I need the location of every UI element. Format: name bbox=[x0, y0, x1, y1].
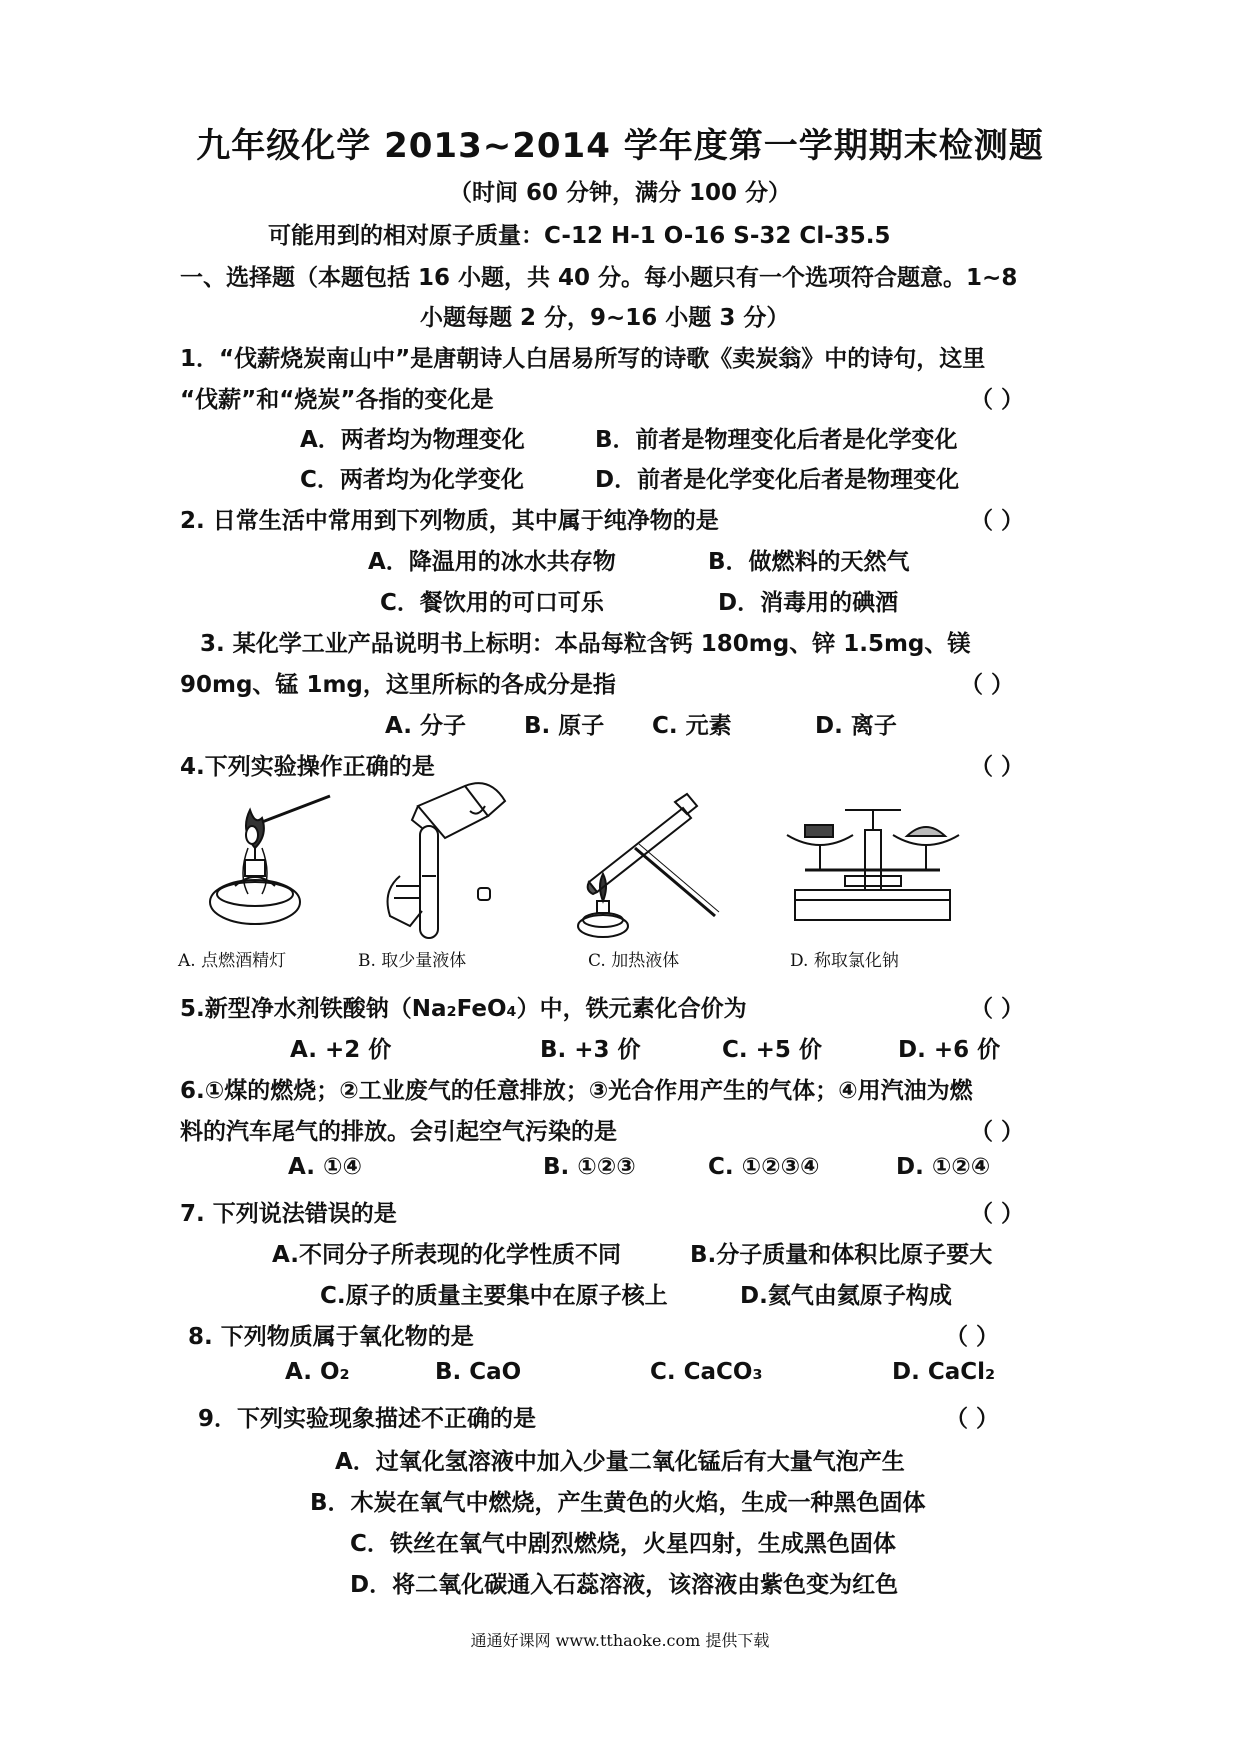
q2-stem: 2. 日常生活中常用到下列物质，其中属于纯净物的是 bbox=[180, 508, 719, 534]
atomic-masses: 可能用到的相对原子质量：C-12 H-1 O-16 S-32 Cl-35.5 bbox=[268, 223, 891, 249]
q5-option-b: B. +3 价 bbox=[540, 1037, 641, 1063]
q2-option-a: A．降温用的冰水共存物 bbox=[368, 549, 616, 575]
q3-answer-blank: （ ） bbox=[960, 672, 1015, 698]
q6-option-a: A. ①④ bbox=[288, 1154, 362, 1180]
q7-stem: 7. 下列说法错误的是 bbox=[180, 1201, 397, 1227]
q1-answer-blank: （ ） bbox=[970, 387, 1025, 413]
q1-option-c: C．两者均为化学变化 bbox=[300, 467, 524, 493]
q3-option-d: D. 离子 bbox=[815, 713, 897, 739]
pouring-liquid-figure bbox=[370, 776, 520, 941]
q6-option-c: C. ①②③④ bbox=[708, 1154, 820, 1180]
section-heading-line1: 一、选择题（本题包括 16 小题，共 40 分。每小题只有一个选项符合题意。1~8 bbox=[180, 265, 1018, 291]
page-footer: 通通好课网 www.tthaoke.com 提供下载 bbox=[470, 1631, 770, 1650]
q1-option-a: A．两者均为物理变化 bbox=[300, 427, 525, 453]
q7-option-b: B.分子质量和体积比原子要大 bbox=[690, 1242, 993, 1268]
q9-option-d: D．将二氧化碳通入石蕊溶液，该溶液由紫色变为红色 bbox=[350, 1572, 899, 1598]
q4-caption-c: C. 加热液体 bbox=[588, 951, 680, 971]
heating-liquid-figure bbox=[575, 786, 735, 941]
q7-option-a: A.不同分子所表现的化学性质不同 bbox=[272, 1242, 621, 1268]
balance-weighing-figure bbox=[785, 800, 960, 940]
q4-stem: 4.下列实验操作正确的是 bbox=[180, 754, 435, 780]
exam-title: 九年级化学 2013~2014 学年度第一学期期末检测题 bbox=[196, 126, 1044, 166]
q7-option-c: C.原子的质量主要集中在原子核上 bbox=[320, 1283, 668, 1309]
q1-option-b: B．前者是物理变化后者是化学变化 bbox=[595, 427, 958, 453]
exam-time-score: （时间 60 分钟，满分 100 分） bbox=[448, 180, 792, 206]
q9-answer-blank: （ ） bbox=[945, 1406, 1000, 1432]
q1-stem-line2: “伐薪”和“烧炭”各指的变化是 bbox=[180, 387, 494, 413]
q5-option-c: C. +5 价 bbox=[722, 1037, 822, 1063]
q2-answer-blank: （ ） bbox=[970, 508, 1025, 534]
q5-option-d: D. +6 价 bbox=[898, 1037, 1001, 1063]
q2-option-d: D．消毒用的碘酒 bbox=[718, 590, 899, 616]
q3-option-a: A. 分子 bbox=[385, 713, 466, 739]
q6-stem-line2: 料的汽车尾气的排放。会引起空气污染的是 bbox=[180, 1119, 617, 1145]
q3-stem-line1: 3. 某化学工业产品说明书上标明：本品每粒含钙 180mg、锌 1.5mg、镁 bbox=[200, 631, 971, 657]
q1-stem-line1: 1．“伐薪烧炭南山中”是唐朝诗人白居易所写的诗歌《卖炭翁》中的诗句，这里 bbox=[180, 346, 986, 372]
q8-answer-blank: （ ） bbox=[945, 1324, 1000, 1350]
q6-option-b: B. ①②③ bbox=[543, 1154, 636, 1180]
q5-answer-blank: （ ） bbox=[970, 996, 1025, 1022]
q3-stem-line2: 90mg、锰 1mg，这里所标的各成分是指 bbox=[180, 672, 616, 698]
q1-option-d: D．前者是化学变化后者是物理变化 bbox=[595, 467, 960, 493]
q3-option-b: B. 原子 bbox=[524, 713, 605, 739]
q6-stem-line1: 6.①煤的燃烧；②工业废气的任意排放；③光合作用产生的气体；④用汽油为燃 bbox=[180, 1078, 973, 1104]
q6-answer-blank: （ ） bbox=[970, 1119, 1025, 1145]
q8-option-b: B. CaO bbox=[435, 1359, 522, 1385]
q8-option-a: A. O₂ bbox=[285, 1359, 350, 1385]
alcohol-lamp-lighting-figure bbox=[200, 790, 340, 940]
q6-option-d: D. ①②④ bbox=[896, 1154, 991, 1180]
q3-option-c: C. 元素 bbox=[652, 713, 732, 739]
q9-option-b: B．木炭在氧气中燃烧，产生黄色的火焰，生成一种黑色固体 bbox=[310, 1490, 926, 1516]
q5-stem: 5.新型净水剂铁酸钠（Na₂FeO₄）中，铁元素化合价为 bbox=[180, 996, 747, 1022]
q4-caption-a: A. 点燃酒精灯 bbox=[178, 951, 287, 971]
section-heading-line2: 小题每题 2 分，9~16 小题 3 分） bbox=[420, 305, 790, 331]
q9-stem: 9．下列实验现象描述不正确的是 bbox=[198, 1406, 537, 1432]
q8-stem: 8. 下列物质属于氧化物的是 bbox=[188, 1324, 474, 1350]
q5-option-a: A. +2 价 bbox=[290, 1037, 392, 1063]
q4-answer-blank: （ ） bbox=[970, 754, 1025, 780]
q7-option-d: D.氦气由氦原子构成 bbox=[740, 1283, 952, 1309]
q8-option-c: C. CaCO₃ bbox=[650, 1359, 763, 1385]
q9-option-c: C．铁丝在氧气中剧烈燃烧，火星四射，生成黑色固体 bbox=[350, 1531, 896, 1557]
q8-option-d: D. CaCl₂ bbox=[892, 1359, 996, 1385]
q9-option-a: A．过氧化氢溶液中加入少量二氧化锰后有大量气泡产生 bbox=[335, 1449, 905, 1475]
q7-answer-blank: （ ） bbox=[970, 1201, 1025, 1227]
q4-caption-d: D. 称取氯化钠 bbox=[790, 951, 899, 971]
q2-option-b: B．做燃料的天然气 bbox=[708, 549, 910, 575]
q4-caption-b: B. 取少量液体 bbox=[358, 951, 467, 971]
q2-option-c: C．餐饮用的可口可乐 bbox=[380, 590, 604, 616]
